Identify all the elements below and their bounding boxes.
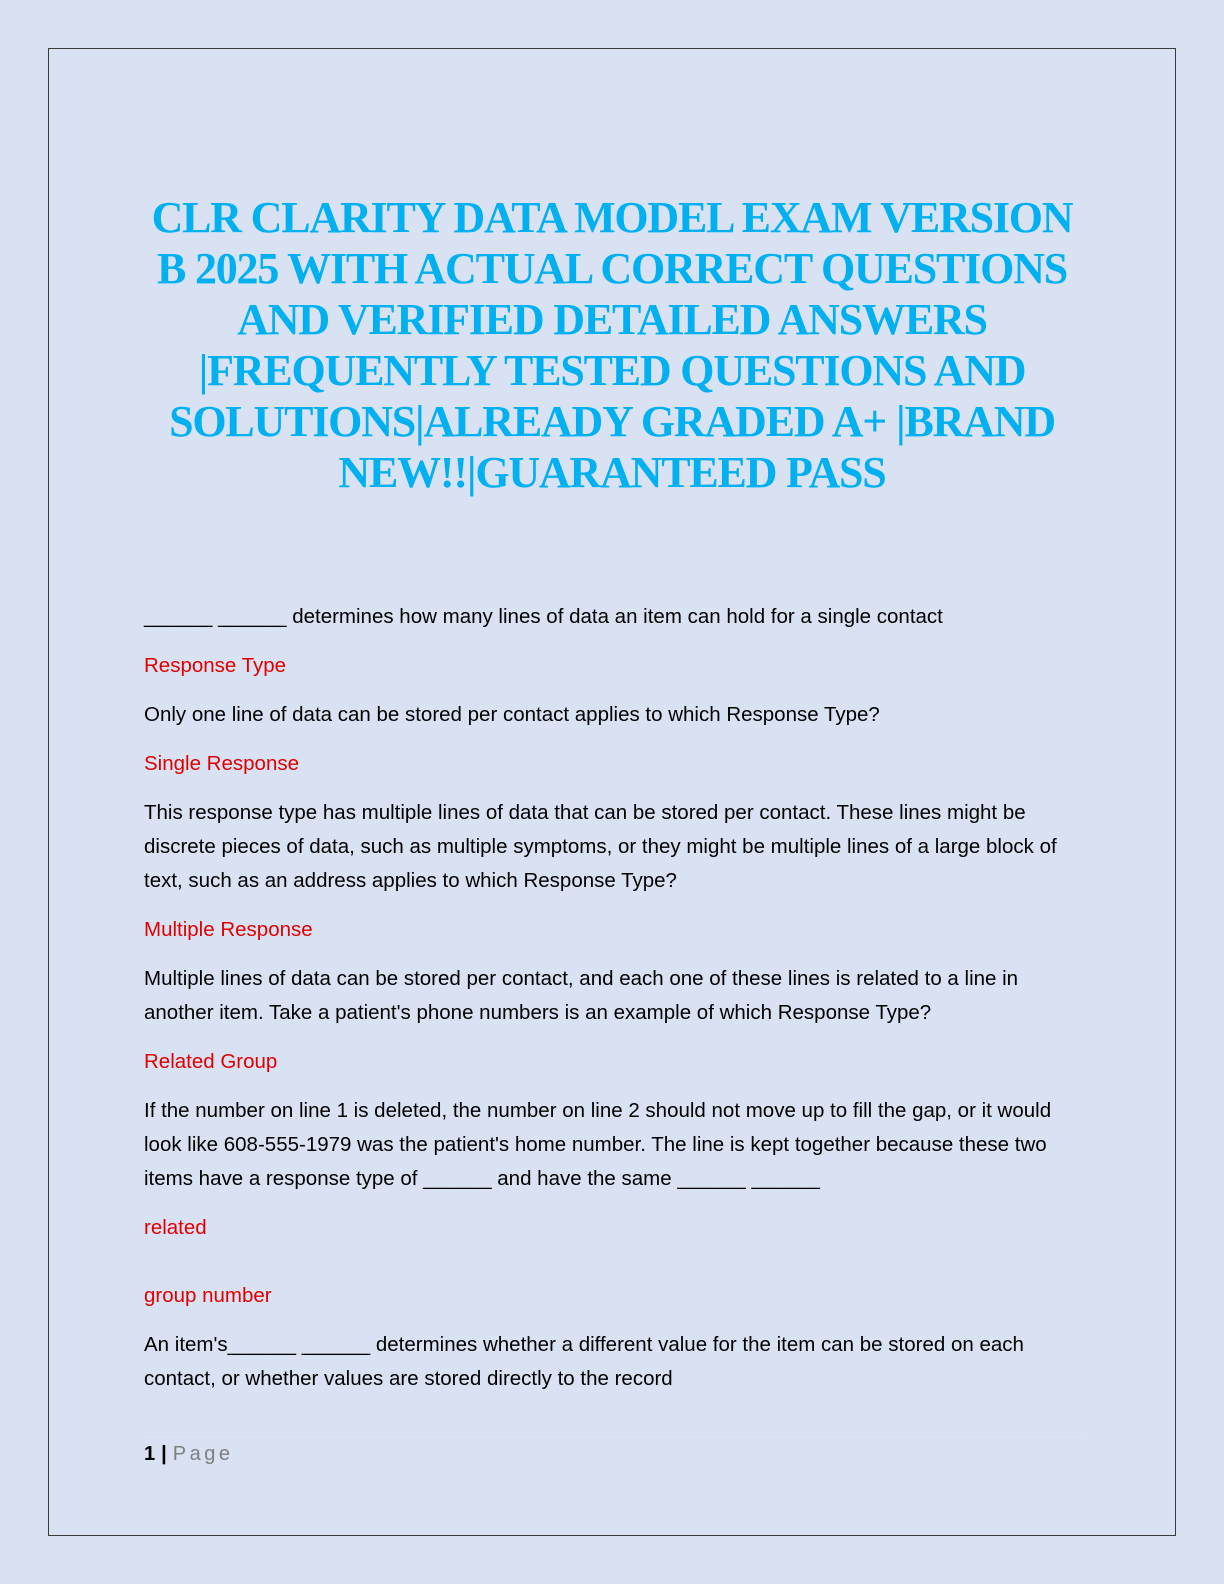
footer-separator: |: [161, 1443, 167, 1465]
answer-2: Single Response: [144, 752, 299, 775]
question-1: ______ ______ determines how many lines of data an item can hold for a single contact: [144, 605, 943, 628]
answer-5a: related: [144, 1216, 207, 1239]
footer-divider: [144, 1437, 1084, 1438]
question-5: If the number on line 1 is deleted, the number on line 2 should not move up to fill the gap, or it would look like 608-555-1979 was the patient's home number. The line is kept together because these two items have a response type of ______ and have the same ______ ______: [144, 1099, 1052, 1190]
page-label: Page: [172, 1443, 234, 1465]
answer-3: Multiple Response: [144, 918, 313, 941]
question-4: Multiple lines of data can be stored per contact, and each one of these lines is related to a line in another item. Take a patient's phone numbers is an example of which Response Type?: [144, 967, 1019, 1024]
page-footer: [144, 1440, 233, 1468]
question-6: An item's______ ______ determines whether a different value for the item can be stored on each contact, or whether values are stored directly to the record: [144, 1333, 1024, 1390]
question-3: This response type has multiple lines of data that can be stored per contact. These lines might be discrete pieces of data, such as multiple symptoms, or they might be multiple lines of a large block of text, such as an address applies to which Response Type?: [144, 801, 1057, 892]
qa-list: [144, 600, 1084, 1411]
answer-4: Related Group: [144, 1050, 278, 1073]
page-number: 1: [144, 1443, 156, 1465]
document-title: CLR CLARITY DATA MODEL EXAM VERSION B 2025 WITH ACTUAL CORRECT QUESTIONS AND VERIFIED DETAILED ANSWERS |FREQUENTLY TESTED QUESTIONS AND SOLUTIONS|ALREADY GRADED A+ |BRAND NEW!!|GUARANTEED PASS: [151, 193, 1073, 497]
answer-1: Response Type: [144, 654, 287, 677]
question-2: Only one line of data can be stored per contact applies to which Response Type?: [144, 703, 880, 726]
answer-5b: group number: [144, 1284, 272, 1307]
